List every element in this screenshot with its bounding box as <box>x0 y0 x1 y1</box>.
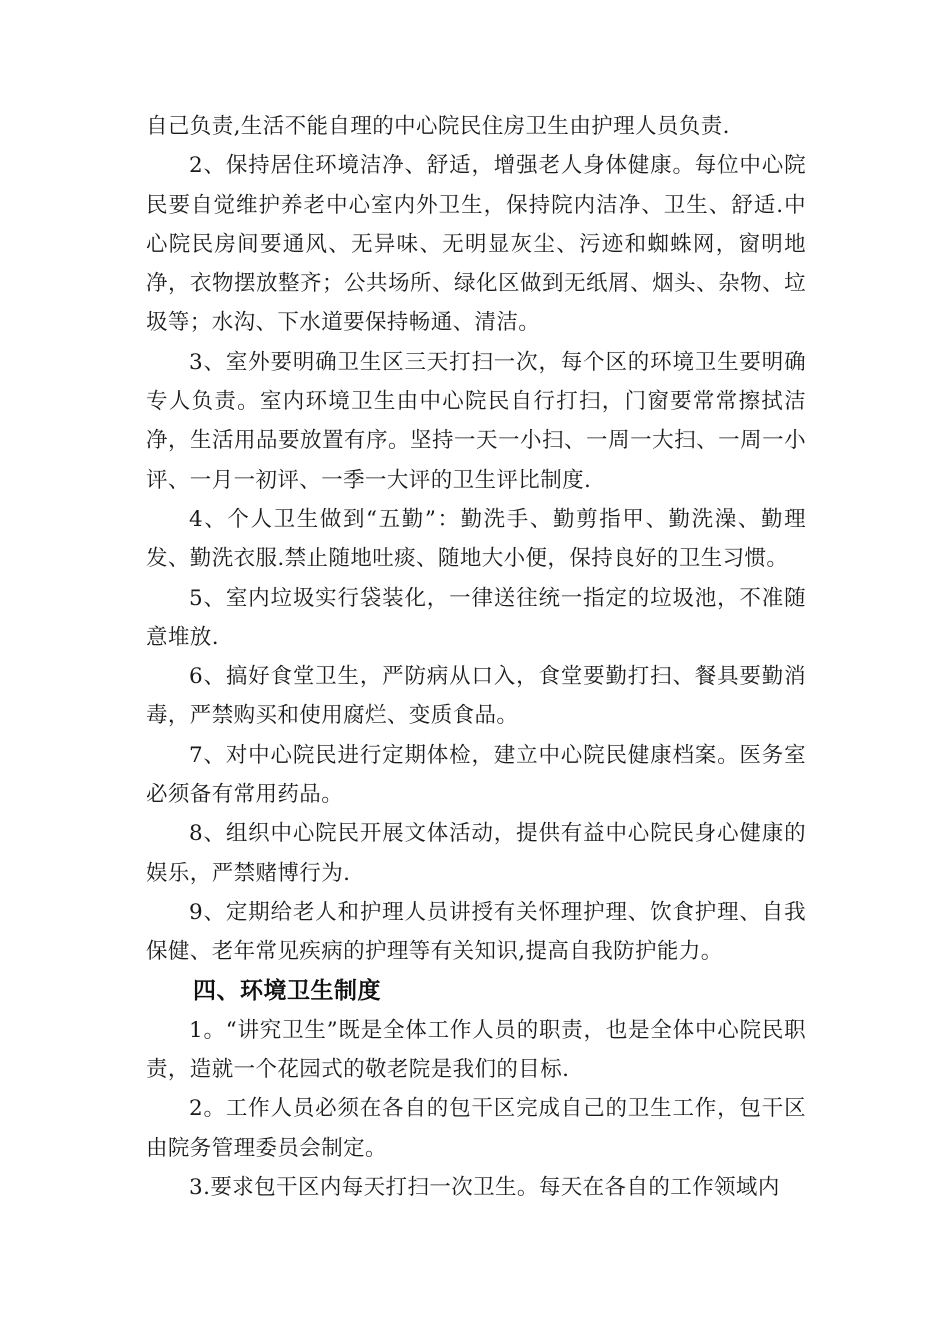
paragraph-item-4: 4、个人卫生做到“五勤”：勤洗手、勤剪指甲、勤洗澡、勤理发、勤洗衣服.禁止随地吐痰、随地大小便，保持良好的卫生习惯。 <box>146 506 806 572</box>
paragraph-env-item-1: 1。“讲究卫生”既是全体工作人员的职责，也是全体中心院民职责，造就一个花园式的敬老院是我们的目标. <box>146 1017 806 1083</box>
paragraph-item-8: 8、组织中心院民开展文体活动，提供有益中心院民身心健康的娱乐，严禁赌博行为. <box>146 821 806 886</box>
document-body <box>146 107 806 1207</box>
paragraph-item-5: 5、室内垃圾实行袋装化，一律送往统一指定的垃圾池，不准随意堆放. <box>146 585 806 650</box>
paragraph-env-item-2: 2。工作人员必须在各自的包干区完成自己的卫生工作，包干区由院务管理委员会制定。 <box>146 1096 806 1161</box>
paragraph-continuation: 自己负责,生活不能自理的中心院民住房卫生由护理人员负责. <box>146 114 730 139</box>
paragraph-item-3: 3、室外要明确卫生区三天打扫一次，每个区的环境卫生要明确专人负责。室内环境卫生由中心院民自行打扫，门窗要常常擦拭洁净，生活用品要放置有序。坚持一天一小扫、一周一大扫、一周一小评、一月一初评、一季一大评的卫生评比制度. <box>146 349 806 493</box>
paragraph-item-2: 2、保持居住环境洁净、舒适，增强老人身体健康。每位中心院民要自觉维护养老中心室内外卫生，保持院内洁净、卫生、舒适.中心院民房间要通风、无异味、无明显灰尘、污迹和蜘蛛网，窗明地净，衣物摆放整齐；公共场所、绿化区做到无纸屑、烟头、杂物、垃圾等；水沟、下水道要保持畅通、清洁。 <box>146 153 806 336</box>
paragraph-item-7: 7、对中心院民进行定期体检，建立中心院民健康档案。医务室必须备有常用药品。 <box>146 742 806 808</box>
paragraph-item-6: 6、搞好食堂卫生，严防病从口入，食堂要勤打扫、餐具要勤消毒，严禁购买和使用腐烂、变质食品。 <box>146 664 806 729</box>
paragraph-env-item-3: 3.要求包干区内每天打扫一次卫生。每天在各自的工作领域内 <box>189 1175 780 1201</box>
section-heading: 四、环境卫生制度 <box>193 977 381 1004</box>
paragraph-item-9: 9、定期给老人和护理人员讲授有关怀理护理、饮食护理、自我保健、老年常见疾病的护理等有关知识,提高自我防护能力。 <box>146 899 806 965</box>
